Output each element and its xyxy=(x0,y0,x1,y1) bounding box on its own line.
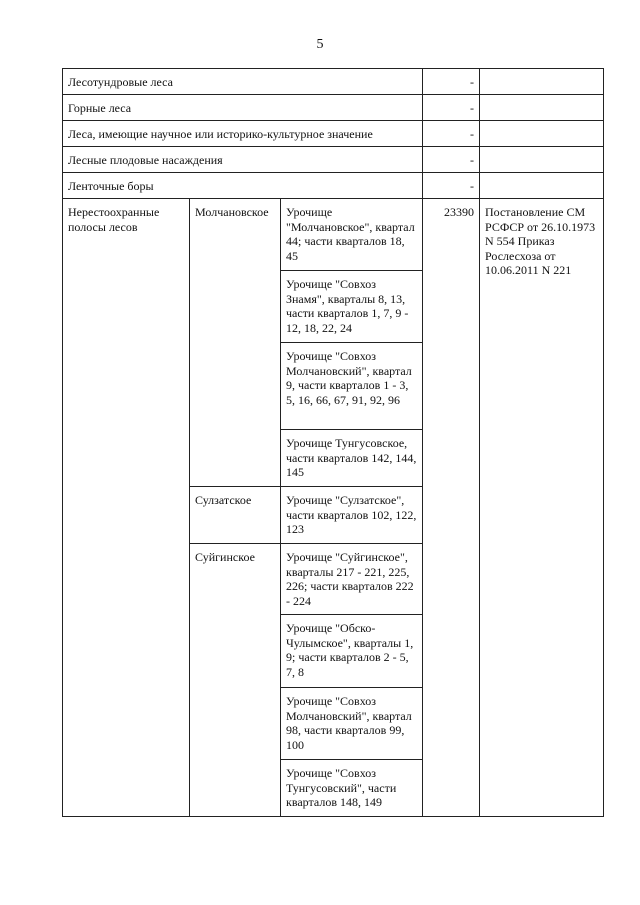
forest-category: Лесные плодовые насаждения xyxy=(63,147,423,173)
legal-basis: Постановление СМ РСФСР от 26.10.1973 N 554 Приказ Рослесхоза от 10.06.2011 N 221 xyxy=(480,199,604,817)
location-cell: Урочище Тунгусовское, части кварталов 142, 144, 145 xyxy=(281,430,423,487)
area-value: - xyxy=(423,121,480,147)
area-value: - xyxy=(423,95,480,121)
location-cell: Урочище "Молчановское", квартал 44; части кварталов 18, 45 xyxy=(281,199,423,271)
area-value: - xyxy=(423,173,480,199)
forestry-name: Сулзатское xyxy=(190,487,281,544)
location-cell: Урочище "Обско-Чулымское", кварталы 1, 9; части кварталов 2 - 5, 7, 8 xyxy=(281,615,423,688)
legal-basis xyxy=(480,147,604,173)
table-row xyxy=(63,69,604,95)
forest-category: Ленточные боры xyxy=(63,173,423,199)
location-cell: Урочище "Совхоз Тунгусовский", части кварталов 148, 149 xyxy=(281,760,423,817)
table-row xyxy=(63,199,604,271)
forest-category: Горные леса xyxy=(63,95,423,121)
legal-basis xyxy=(480,173,604,199)
forestry-name: Молчановское xyxy=(190,199,281,487)
forest-table xyxy=(62,68,604,817)
table-row xyxy=(63,147,604,173)
location-cell: Урочище "Суйгинское", кварталы 217 - 221, 225, 226; части кварталов 222 - 224 xyxy=(281,544,423,615)
location-cell: Урочище "Совхоз Знамя", кварталы 8, 13, части кварталов 1, 7, 9 - 12, 18, 22, 24 xyxy=(281,271,423,343)
legal-basis xyxy=(480,95,604,121)
location-cell: Урочище "Совхоз Молчановский", квартал 98, части кварталов 99, 100 xyxy=(281,688,423,760)
forest-category: Леса, имеющие научное или историко-культурное значение xyxy=(63,121,423,147)
location-cell: Урочище "Совхоз Молчановский", квартал 9, части кварталов 1 - 3, 5, 16, 66, 67, 91, 92, 96 xyxy=(281,343,423,430)
area-value: - xyxy=(423,69,480,95)
forest-category: Лесотундровые леса xyxy=(63,69,423,95)
forest-category: Нерестоохранные полосы лесов xyxy=(63,199,190,817)
table-row xyxy=(63,95,604,121)
legal-basis xyxy=(480,121,604,147)
legal-basis xyxy=(480,69,604,95)
table-row xyxy=(63,121,604,147)
forestry-name: Суйгинское xyxy=(190,544,281,817)
table-row xyxy=(63,173,604,199)
page-number: 5 xyxy=(316,37,324,52)
location-cell: Урочище "Сулзатское", части кварталов 102, 122, 123 xyxy=(281,487,423,544)
area-value: - xyxy=(423,147,480,173)
area-value: 23390 xyxy=(423,199,480,817)
